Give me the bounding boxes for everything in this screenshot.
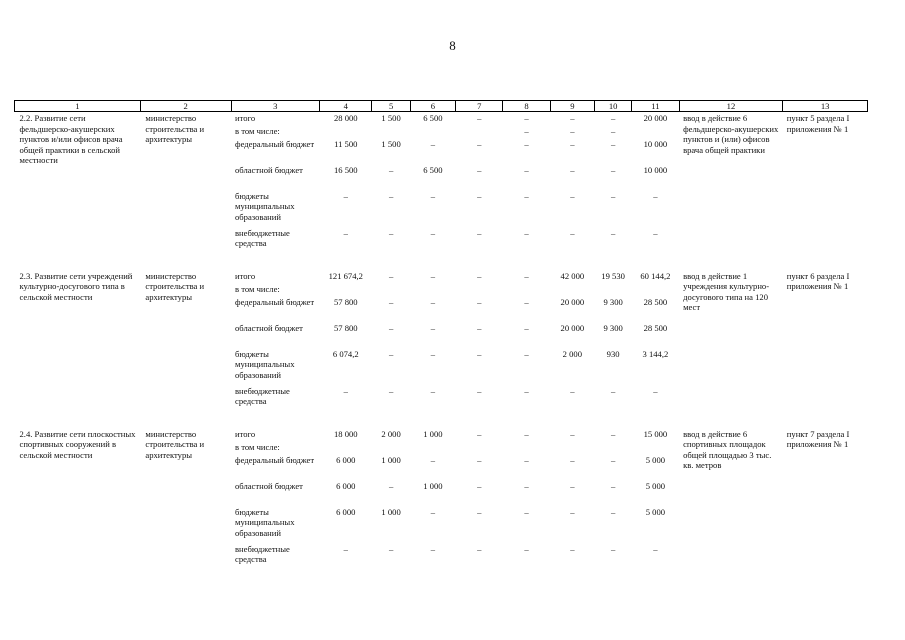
amount-cell: – xyxy=(610,125,616,136)
amount-cell: – xyxy=(610,428,616,439)
funding-source: федеральный бюджет xyxy=(235,296,315,307)
amount-cell: 10 000 xyxy=(643,164,668,175)
amount-cell: – xyxy=(477,227,482,238)
amount-cell: 28 000 xyxy=(333,113,358,123)
amount-cell: – xyxy=(570,227,575,238)
reference: пункт 5 раздела I приложения № 1 xyxy=(786,113,850,134)
column-number: 6 xyxy=(410,101,455,112)
amount-cell: 3 144,2 xyxy=(642,348,669,359)
amount-cell: – xyxy=(610,113,616,123)
executor: министерство строительства и архитектуры xyxy=(145,113,205,145)
amount-cell: 1 000 xyxy=(381,454,401,465)
amount-cell: – xyxy=(388,227,394,238)
measure-title: 2.3. Развитие сети учреждений культурно-досугового типа в сельской местности xyxy=(19,270,133,302)
amount-cell: 6 000 xyxy=(336,506,356,517)
amount-cell: – xyxy=(570,138,575,149)
column-number-row xyxy=(15,101,868,112)
amount-cell: – xyxy=(477,385,482,396)
amount-cell: – xyxy=(430,190,436,201)
amount-cell xyxy=(410,283,455,296)
amount-cell xyxy=(456,125,503,138)
amount-cell xyxy=(550,283,594,296)
amount-cell: – xyxy=(524,428,529,439)
expected-result: ввод в действие 1 учреждения культурно-досугового типа на 120 мест xyxy=(683,270,770,313)
column-number: 4 xyxy=(320,101,372,112)
amount-cell: – xyxy=(524,543,529,554)
amount-cell xyxy=(595,283,632,296)
amount-cell: 9 300 xyxy=(603,296,623,307)
amount-cell: 1 500 xyxy=(381,113,401,123)
amount-cell: – xyxy=(570,164,575,175)
funding-source: внебюджетные средства xyxy=(235,385,290,407)
table-row xyxy=(15,428,868,441)
amount-cell: 1 500 xyxy=(381,138,401,149)
amount-cell: – xyxy=(477,113,482,123)
column-number: 7 xyxy=(456,101,503,112)
column-number: 8 xyxy=(503,101,550,112)
funding-source: областной бюджет xyxy=(235,322,303,333)
amount-cell: – xyxy=(477,190,482,201)
amount-cell xyxy=(320,125,372,138)
amount-cell: – xyxy=(524,454,529,465)
amount-cell: – xyxy=(477,480,482,491)
amount-cell: – xyxy=(570,480,575,491)
amount-cell: – xyxy=(524,296,529,307)
amount-cell: – xyxy=(430,348,436,359)
amount-cell xyxy=(595,441,632,454)
amount-cell: – xyxy=(570,190,575,201)
amount-cell: – xyxy=(430,454,436,465)
amount-cell: – xyxy=(524,270,529,281)
amount-cell: – xyxy=(388,348,394,359)
amount-cell: – xyxy=(610,190,616,201)
amount-cell: – xyxy=(430,227,436,238)
amount-cell: – xyxy=(477,296,482,307)
amount-cell: – xyxy=(610,385,616,396)
amount-cell: – xyxy=(430,138,436,149)
column-number: 2 xyxy=(140,101,231,112)
amount-cell: – xyxy=(610,138,616,149)
amount-cell: – xyxy=(524,138,529,149)
amount-cell: – xyxy=(610,227,616,238)
amount-cell xyxy=(320,441,372,454)
column-number: 13 xyxy=(783,101,868,112)
amount-cell: 121 674,2 xyxy=(328,270,363,281)
amount-cell: 10 000 xyxy=(643,138,668,149)
amount-cell: – xyxy=(524,113,529,123)
amount-cell xyxy=(320,283,372,296)
amount-cell: 5 000 xyxy=(645,480,666,491)
amount-cell: – xyxy=(343,543,348,554)
amount-cell: – xyxy=(430,543,436,554)
amount-cell: – xyxy=(477,454,482,465)
section-spacer xyxy=(15,253,868,270)
amount-cell: – xyxy=(524,125,529,136)
amount-cell: 28 500 xyxy=(643,322,668,333)
amount-cell: 1 000 xyxy=(423,428,443,439)
section-spacer xyxy=(15,411,868,428)
amount-cell: – xyxy=(610,454,616,465)
amount-cell xyxy=(456,283,503,296)
amount-cell: 57 800 xyxy=(333,296,358,307)
expected-result: ввод в действие 6 фельдшерско-акушерских пунктов и (или) офисов врача общей практики xyxy=(683,113,779,155)
amount-cell: – xyxy=(570,113,575,123)
amount-cell: 11 500 xyxy=(334,138,358,149)
amount-cell: – xyxy=(570,125,575,136)
amount-cell: – xyxy=(388,480,394,491)
amount-cell: – xyxy=(570,454,575,465)
expected-result: ввод в действие 6 спортивных площадок общей площадью 3 тыс. кв. метров xyxy=(683,428,772,471)
funding-source: федеральный бюджет xyxy=(235,454,315,465)
funding-source: в том числе: xyxy=(235,125,280,136)
table-row xyxy=(15,270,868,283)
amount-cell: – xyxy=(477,322,482,333)
amount-cell: – xyxy=(477,543,482,554)
funding-source: бюджеты муниципальных образований xyxy=(235,506,295,538)
amount-cell: 16 500 xyxy=(333,164,358,175)
funding-source: областной бюджет xyxy=(235,480,303,491)
amount-cell: – xyxy=(388,296,394,307)
amount-cell xyxy=(372,125,410,138)
amount-cell: 6 074,2 xyxy=(332,348,359,359)
amount-cell: – xyxy=(430,296,436,307)
column-number: 9 xyxy=(550,101,594,112)
measure-title: 2.2. Развитие сети фельдшерско-акушерских пунктов и/или офисов врача общей практики в сельской местности xyxy=(19,113,123,166)
amount-cell: – xyxy=(388,322,394,333)
amount-cell: – xyxy=(570,543,575,554)
amount-cell: 60 144,2 xyxy=(640,270,671,281)
funding-source: в том числе: xyxy=(235,283,280,294)
amount-cell: – xyxy=(343,227,348,238)
funding-source: итого xyxy=(235,113,256,123)
funding-table xyxy=(14,100,868,569)
executor: министерство строительства и архитектуры xyxy=(145,428,205,460)
amount-cell: 930 xyxy=(606,348,620,359)
amount-cell: 1 000 xyxy=(381,506,401,517)
funding-source: в том числе: xyxy=(235,441,280,452)
amount-cell xyxy=(632,125,679,138)
amount-cell: – xyxy=(570,428,575,439)
page-number: 8 xyxy=(449,38,456,53)
amount-cell: – xyxy=(570,385,575,396)
amount-cell: – xyxy=(343,190,348,201)
reference: пункт 6 раздела I приложения № 1 xyxy=(786,270,850,292)
amount-cell: – xyxy=(524,480,529,491)
amount-cell: – xyxy=(388,190,394,201)
amount-cell xyxy=(632,441,679,454)
amount-cell: 19 530 xyxy=(601,270,625,281)
amount-cell xyxy=(503,283,550,296)
reference: пункт 7 раздела I приложения № 1 xyxy=(786,428,850,450)
funding-source: итого xyxy=(235,428,256,439)
column-number: 3 xyxy=(231,101,320,112)
amount-cell: – xyxy=(610,164,616,175)
column-number: 12 xyxy=(679,101,783,112)
amount-cell: 6 500 xyxy=(423,164,443,175)
amount-cell: – xyxy=(430,385,436,396)
amount-cell: – xyxy=(430,322,436,333)
column-number: 10 xyxy=(595,101,632,112)
amount-cell: – xyxy=(477,506,482,517)
amount-cell: – xyxy=(524,227,529,238)
amount-cell: – xyxy=(524,506,529,517)
amount-cell: – xyxy=(524,322,529,333)
amount-cell: 5 000 xyxy=(645,454,666,465)
amount-cell xyxy=(632,283,679,296)
amount-cell: 1 000 xyxy=(423,480,443,491)
amount-cell: – xyxy=(388,543,394,554)
column-number: 5 xyxy=(372,101,410,112)
amount-cell: – xyxy=(524,385,529,396)
amount-cell: 20 000 xyxy=(643,113,668,123)
amount-cell: 2 000 xyxy=(381,428,401,439)
funding-source: бюджеты муниципальных образований xyxy=(235,190,295,222)
amount-cell: – xyxy=(477,164,482,175)
amount-cell: – xyxy=(524,348,529,359)
funding-source: федеральный бюджет xyxy=(235,138,315,149)
column-number: 11 xyxy=(632,101,679,112)
amount-cell: – xyxy=(430,506,436,517)
measure-title: 2.4. Развитие сети плоскостных спортивных сооружений в сельской местности xyxy=(19,428,136,460)
amount-cell: – xyxy=(477,428,482,439)
funding-source: внебюджетные средства xyxy=(235,543,290,565)
amount-cell: – xyxy=(524,190,529,201)
amount-cell: – xyxy=(610,543,616,554)
amount-cell: – xyxy=(610,506,616,517)
amount-cell xyxy=(372,283,410,296)
funding-source: областной бюджет xyxy=(235,164,303,175)
amount-cell: – xyxy=(653,543,658,554)
amount-cell: – xyxy=(343,385,348,396)
amount-cell: 6 000 xyxy=(336,454,356,465)
amount-cell: – xyxy=(653,190,658,201)
amount-cell: 28 500 xyxy=(643,296,668,307)
amount-cell: 42 000 xyxy=(560,270,585,281)
amount-cell xyxy=(410,441,455,454)
funding-source: итого xyxy=(235,270,256,281)
funding-source: бюджеты муниципальных образований xyxy=(235,348,295,380)
amount-cell xyxy=(410,125,455,138)
funding-source: внебюджетные средства xyxy=(235,227,290,249)
amount-cell xyxy=(503,441,550,454)
amount-cell: 15 000 xyxy=(643,428,668,439)
amount-cell: – xyxy=(477,348,482,359)
amount-cell: – xyxy=(388,270,394,281)
amount-cell: 57 800 xyxy=(333,322,358,333)
executor: министерство строительства и архитектуры xyxy=(145,270,205,302)
amount-cell: 5 000 xyxy=(645,506,666,517)
amount-cell: 6 500 xyxy=(423,113,443,123)
amount-cell: 2 000 xyxy=(562,348,583,359)
amount-cell: – xyxy=(430,270,436,281)
amount-cell xyxy=(456,441,503,454)
amount-cell: – xyxy=(388,164,394,175)
amount-cell: – xyxy=(653,385,658,396)
amount-cell: – xyxy=(388,385,394,396)
column-number: 1 xyxy=(15,101,141,112)
amount-cell xyxy=(550,441,594,454)
amount-cell: 18 000 xyxy=(333,428,358,439)
amount-cell: – xyxy=(477,270,482,281)
table-row xyxy=(15,112,868,125)
amount-cell: 9 300 xyxy=(603,322,623,333)
amount-cell: 20 000 xyxy=(560,322,585,333)
amount-cell: – xyxy=(524,164,529,175)
amount-cell: – xyxy=(653,227,658,238)
amount-cell: – xyxy=(610,480,616,491)
amount-cell: 20 000 xyxy=(560,296,585,307)
amount-cell: – xyxy=(477,138,482,149)
amount-cell: 6 000 xyxy=(336,480,356,491)
amount-cell: – xyxy=(570,506,575,517)
amount-cell xyxy=(372,441,410,454)
